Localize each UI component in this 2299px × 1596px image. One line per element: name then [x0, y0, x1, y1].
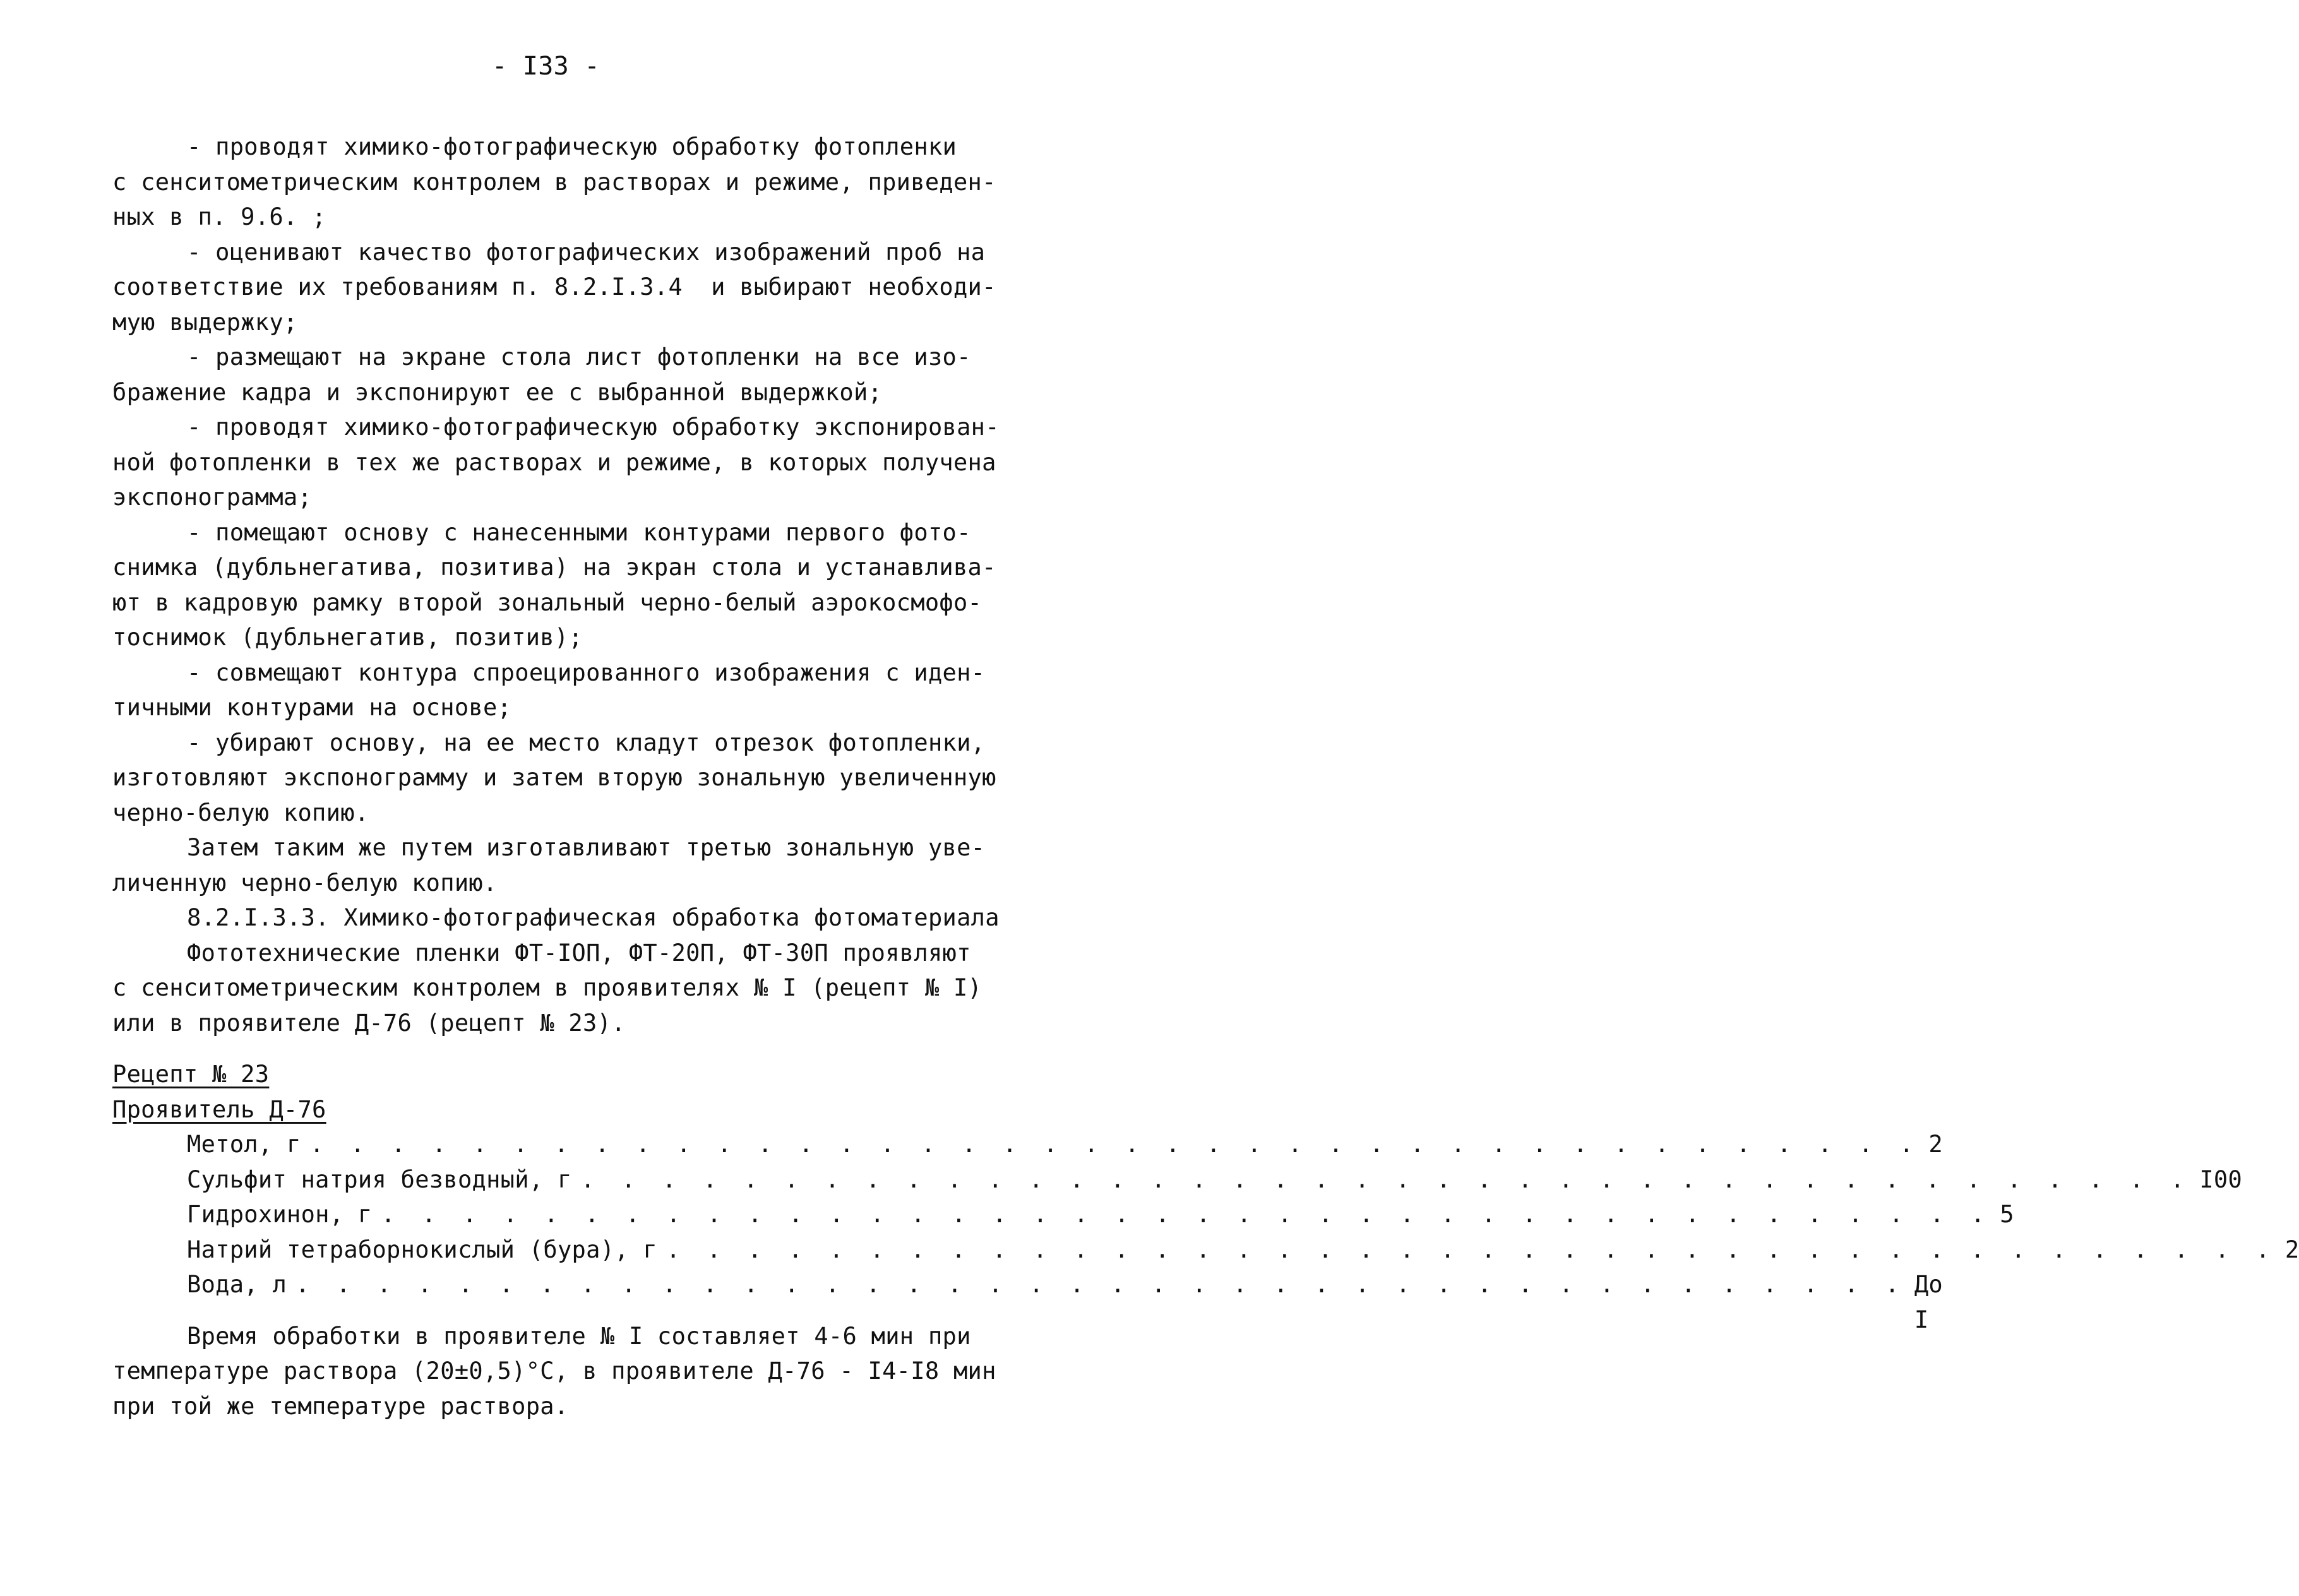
text-line: с сенситометрическим контролем в растворах и режиме, приведен- — [112, 168, 996, 196]
closing-text — [112, 1319, 1009, 1424]
spacer — [112, 1040, 1009, 1057]
dot-leader: . . . . . . . . . . . . . . . . . . . . . . . . . . . . . . . . . . . . . . . . — [296, 1271, 1906, 1298]
ingredient-name: Натрий тетраборнокислый (бура), г — [187, 1236, 658, 1263]
text-line: - проводят химико-фотографическую обработку фотопленки — [187, 133, 957, 160]
ingredient-name: Гидрохинон, г — [187, 1201, 373, 1228]
dot-leader: . . . . . . . . . . . . . . . . . . . . . . . . . . . . . . . . . . . . . . . . — [381, 1201, 1991, 1228]
text-line: температуре раствора (20±0,5)°С, в проявителе Д-76 - I4-I8 мин — [112, 1357, 996, 1385]
text-line: ной фотопленки в тех же растворах и режиме, в которых получена — [112, 448, 996, 476]
recipe-name-heading: Проявитель Д-76 — [112, 1095, 326, 1123]
text-line: ных в п. 9.6. ; — [112, 203, 326, 230]
ingredient-quantity: I00 — [2199, 1165, 2243, 1193]
text-line: соответствие их требованиям п. 8.2.I.3.4 и выбирают необходи- — [112, 273, 996, 301]
ingredient-row — [112, 1232, 2299, 1268]
text-line: - оценивают качество фотографических изображений проб на — [187, 238, 986, 266]
text-line: тоснимок (дубльнегатив, позитив); — [112, 624, 583, 651]
text-line: - убирают основу, на ее место кладут отрезок фотопленки, — [187, 729, 986, 756]
text-line: снимка (дубльнегатива, позитива) на экран стола и устанавлива- — [112, 554, 996, 581]
text-line: личенную черно-белую копию. — [112, 869, 498, 896]
document-body — [112, 129, 2299, 1424]
page-number: - I33 - — [492, 52, 600, 81]
text-line: - помещают основу с нанесенными контурами первого фото- — [187, 518, 971, 546]
ingredient-row — [112, 1162, 2243, 1198]
ingredient-name: Вода, л — [187, 1271, 287, 1298]
ingredient-row — [112, 1267, 1943, 1333]
text-line: Время обработки в проявителе № I составляет 4-6 мин при — [187, 1322, 971, 1350]
dot-leader: . . . . . . . . . . . . . . . . . . . . . . . . . . . . . . . . . . . . . . . . — [309, 1131, 1920, 1158]
text-line: - размещают на экране стола лист фотопленки на все изо- — [187, 343, 971, 371]
dot-leader: . . . . . . . . . . . . . . . . . . . . . . . . . . . . . . . . . . . . . . . . — [666, 1236, 2276, 1263]
ingredient-quantity: 5 — [2000, 1201, 2014, 1228]
text-line: бражение кадра и экспонируют ее с выбранной выдержкой; — [112, 378, 883, 406]
text-line: или в проявителе Д-76 (рецепт № 23). — [112, 1009, 626, 1037]
text-line: Затем таким же путем изготавливают третью зональную уве- — [187, 834, 986, 861]
text-line: черно-белую копию. — [112, 799, 369, 826]
text-line: тичными контурами на основе; — [112, 694, 512, 721]
text-line: с сенситометрическим контролем в проявителях № I (рецепт № I) — [112, 974, 982, 1001]
text-line: - проводят химико-фотографическую обработку экспонирован- — [187, 414, 1000, 441]
text-line: экспонограмма; — [112, 484, 313, 511]
ingredient-list — [112, 1127, 2299, 1333]
text-line: 8.2.I.3.3. Химико-фотографическая обработка фотоматериала — [187, 904, 1000, 931]
text-line: ют в кадровую рамку второй зональный черно-белый аэрокосмофо- — [112, 588, 982, 616]
ingredient-row — [112, 1197, 2014, 1232]
spacer — [112, 1302, 1009, 1319]
dot-leader: . . . . . . . . . . . . . . . . . . . . . . . . . . . . . . . . . . . . . . . . — [580, 1165, 2191, 1193]
procedure-text — [112, 129, 1009, 1040]
text-line: - совмещают контура спроецированного изображения с иден- — [187, 658, 986, 686]
text-line: Фототехнические пленки ФТ-IOП, ФТ-20П, ФТ-30П проявляют — [187, 939, 971, 967]
ingredient-name: Сульфит натрия безводный, г — [187, 1165, 572, 1193]
ingredient-quantity: 2 — [1928, 1131, 1943, 1158]
text-line: при той же температуре раствора. — [112, 1392, 569, 1420]
ingredient-quantity: 2 — [2284, 1236, 2299, 1263]
ingredient-name: Метол, г — [187, 1131, 301, 1158]
ingredient-quantity: До I — [1914, 1271, 1943, 1333]
ingredient-row — [112, 1127, 1943, 1162]
text-line: мую выдержку; — [112, 308, 298, 336]
recipe-number-heading: Рецепт № 23 — [112, 1061, 270, 1088]
text-line: изготовляют экспонограмму и затем вторую зональную увеличенную — [112, 764, 996, 791]
